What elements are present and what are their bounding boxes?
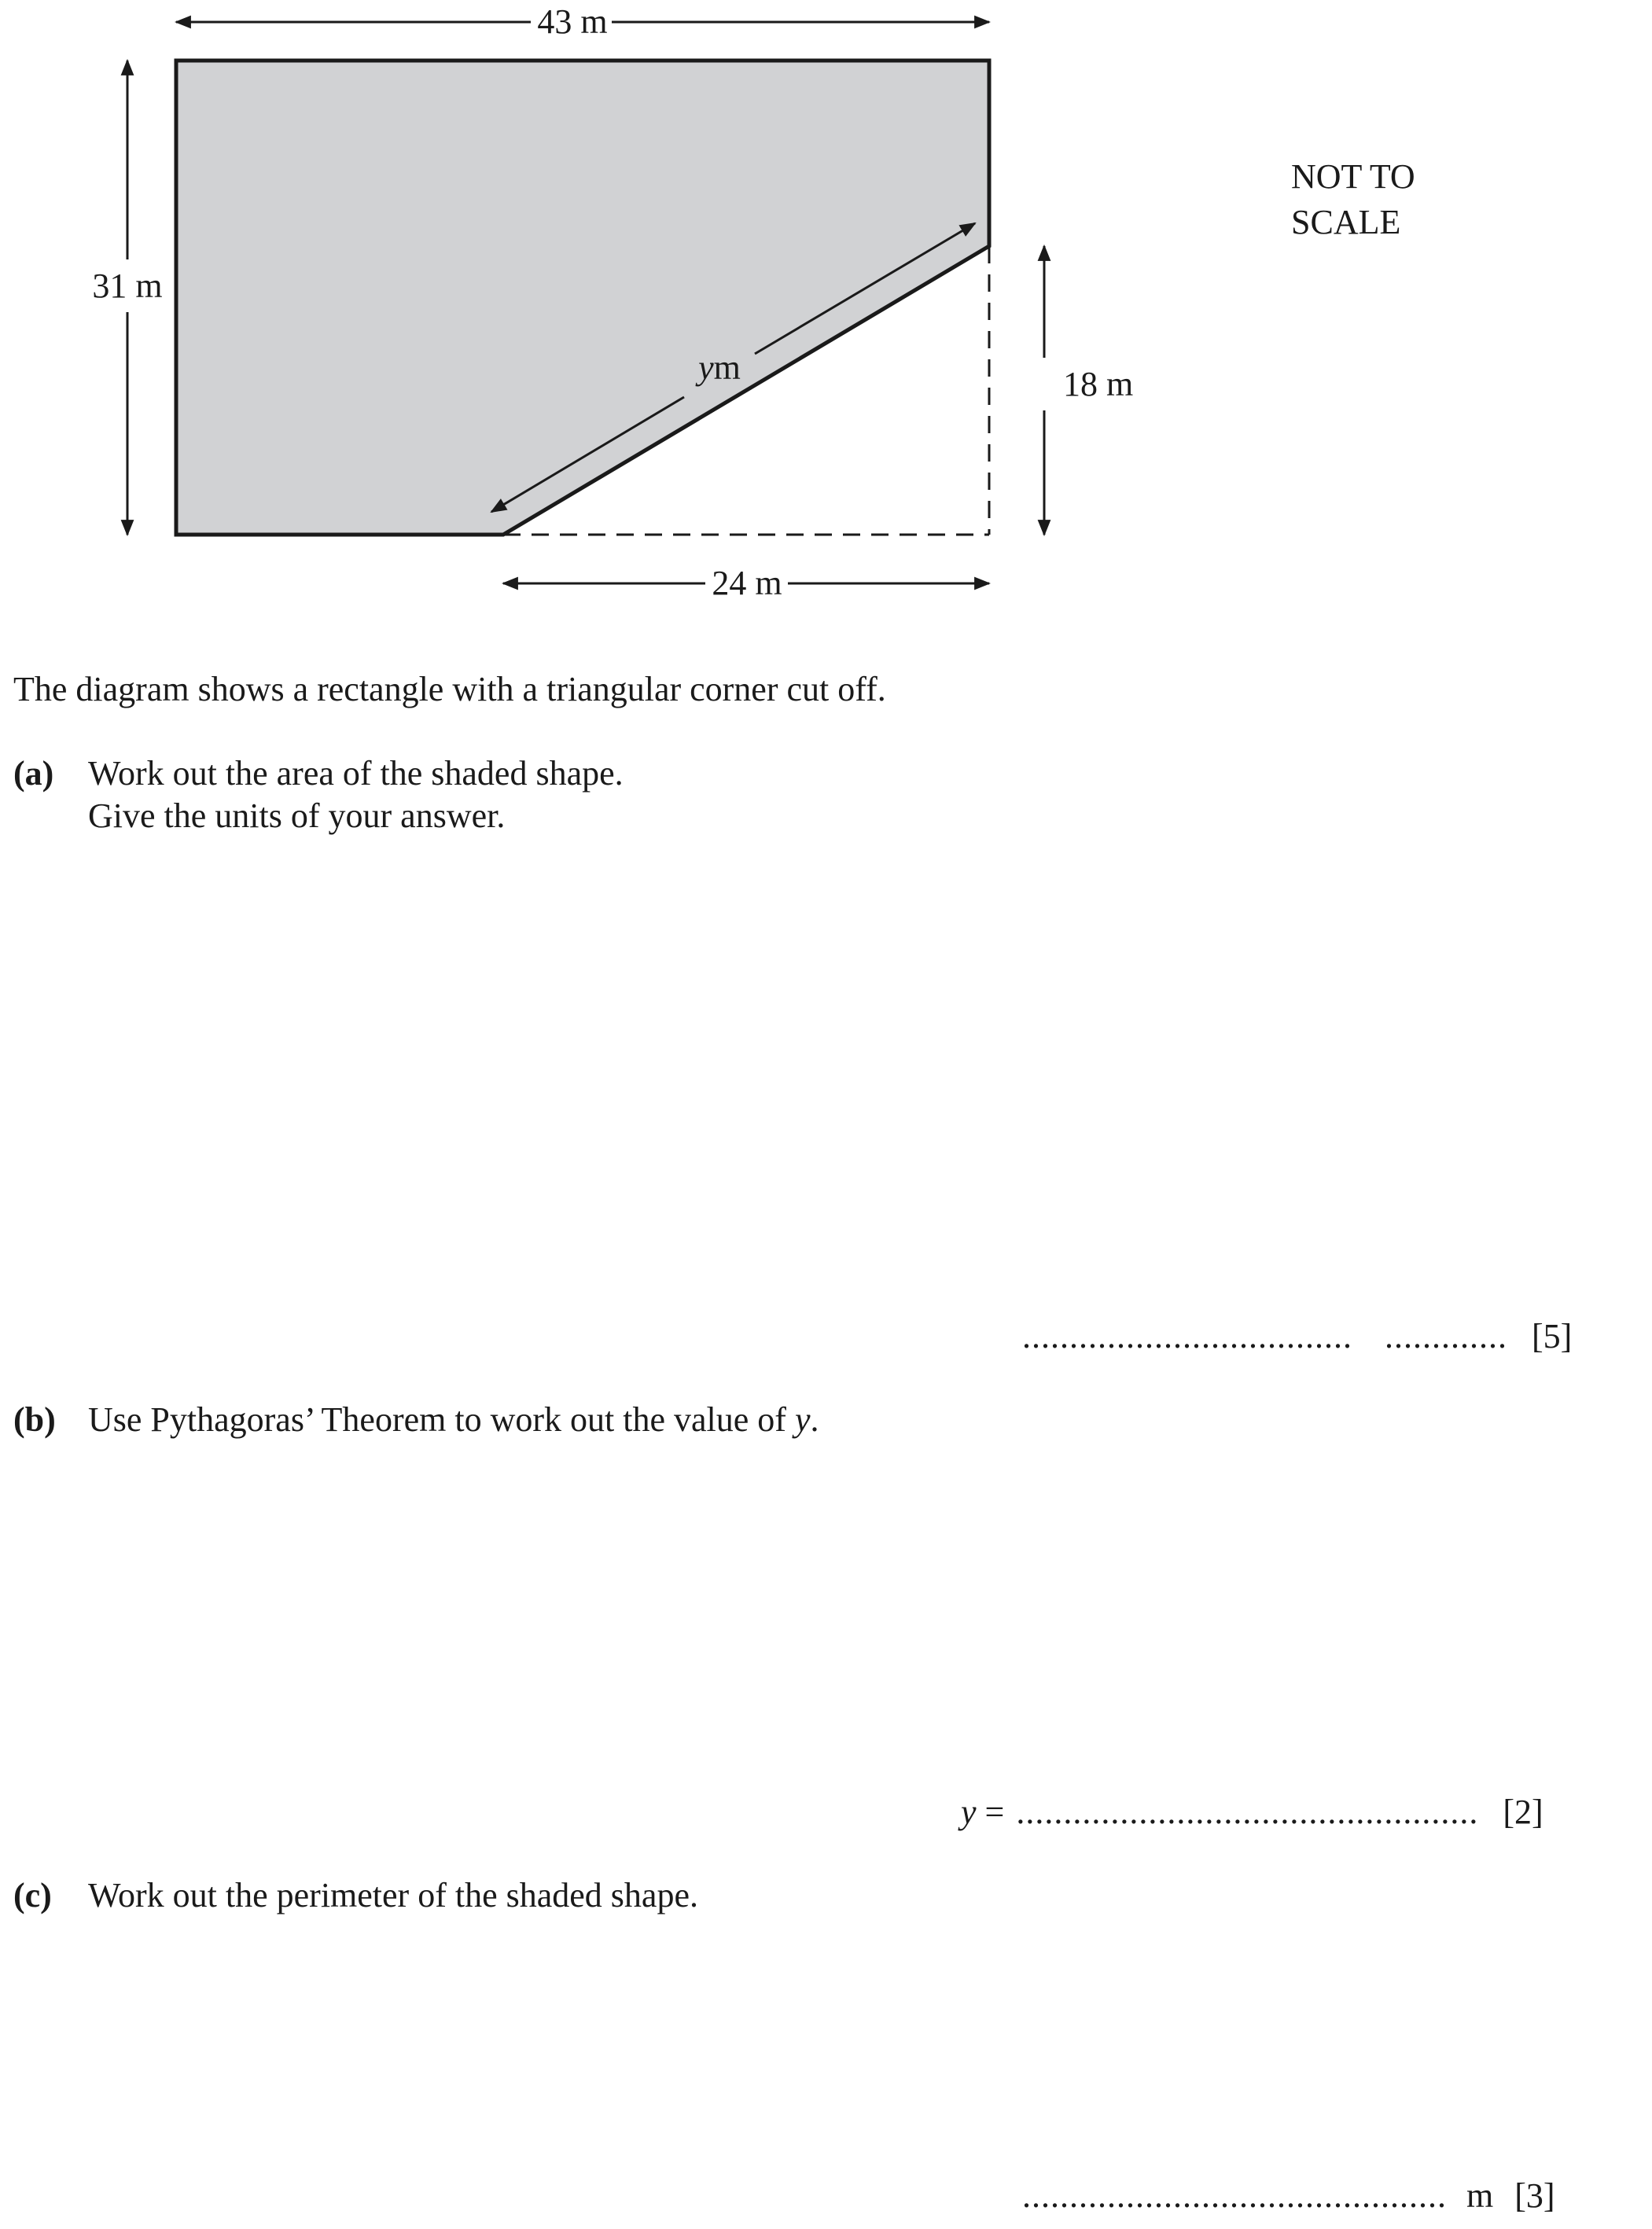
part-a-line2: Give the units of your answer. — [88, 796, 506, 835]
part-a-letter: (a) — [13, 754, 54, 793]
slant-dimension-unit: m — [713, 348, 741, 387]
part-b-var: y — [794, 1400, 811, 1439]
not-to-scale-line2: SCALE — [1291, 203, 1401, 241]
intro-text: The diagram shows a rectangle with a triangular corner cut off. — [13, 670, 886, 708]
part-b-text: Use Pythagoras’ Theorem to work out the value of — [88, 1400, 795, 1439]
part-c-answer-unit: m — [1466, 2176, 1494, 2215]
not-to-scale-line1: NOT TO — [1291, 157, 1415, 196]
part-c-marks: [3] — [1514, 2176, 1555, 2215]
part-b-answer-field[interactable]: ................................................. — [1016, 1793, 1479, 1831]
part-a-marks: [5] — [1532, 1317, 1573, 1355]
part-a-answer-field[interactable]: ................................... — [1022, 1317, 1352, 1355]
right-dimension-label: 18 m — [1063, 365, 1134, 403]
top-dimension-label: 43 m — [537, 2, 608, 41]
slant-dimension-label — [695, 348, 741, 387]
part-b-question — [88, 1399, 819, 1441]
part-b-letter: (b) — [13, 1400, 56, 1439]
part-b-answer-eq: = — [976, 1793, 1014, 1831]
part-b-text-end: . — [810, 1400, 819, 1439]
not-to-scale-note — [1291, 154, 1496, 245]
part-b-answer-var: y — [961, 1793, 977, 1831]
bottom-dimension-label: 24 m — [712, 564, 782, 602]
shaded-shape — [176, 61, 989, 535]
part-b-answer-line — [961, 1791, 1543, 1834]
part-b-marks: [2] — [1503, 1793, 1543, 1831]
geometry-diagram — [0, 0, 1652, 629]
part-c-answer-line — [1022, 2175, 1555, 2217]
part-a-units-field[interactable]: ............. — [1385, 1317, 1507, 1355]
part-a-line1: Work out the area of the shaded shape. — [88, 754, 624, 793]
part-c-text: Work out the perimeter of the shaded shape. — [88, 1876, 698, 1915]
left-dimension-label: 31 m — [92, 267, 163, 305]
slant-dimension-var: y — [698, 348, 714, 387]
part-a-answer-line — [1022, 1315, 1572, 1358]
part-c-letter: (c) — [13, 1876, 52, 1915]
part-c-answer-field[interactable]: ............................................. — [1022, 2176, 1447, 2215]
